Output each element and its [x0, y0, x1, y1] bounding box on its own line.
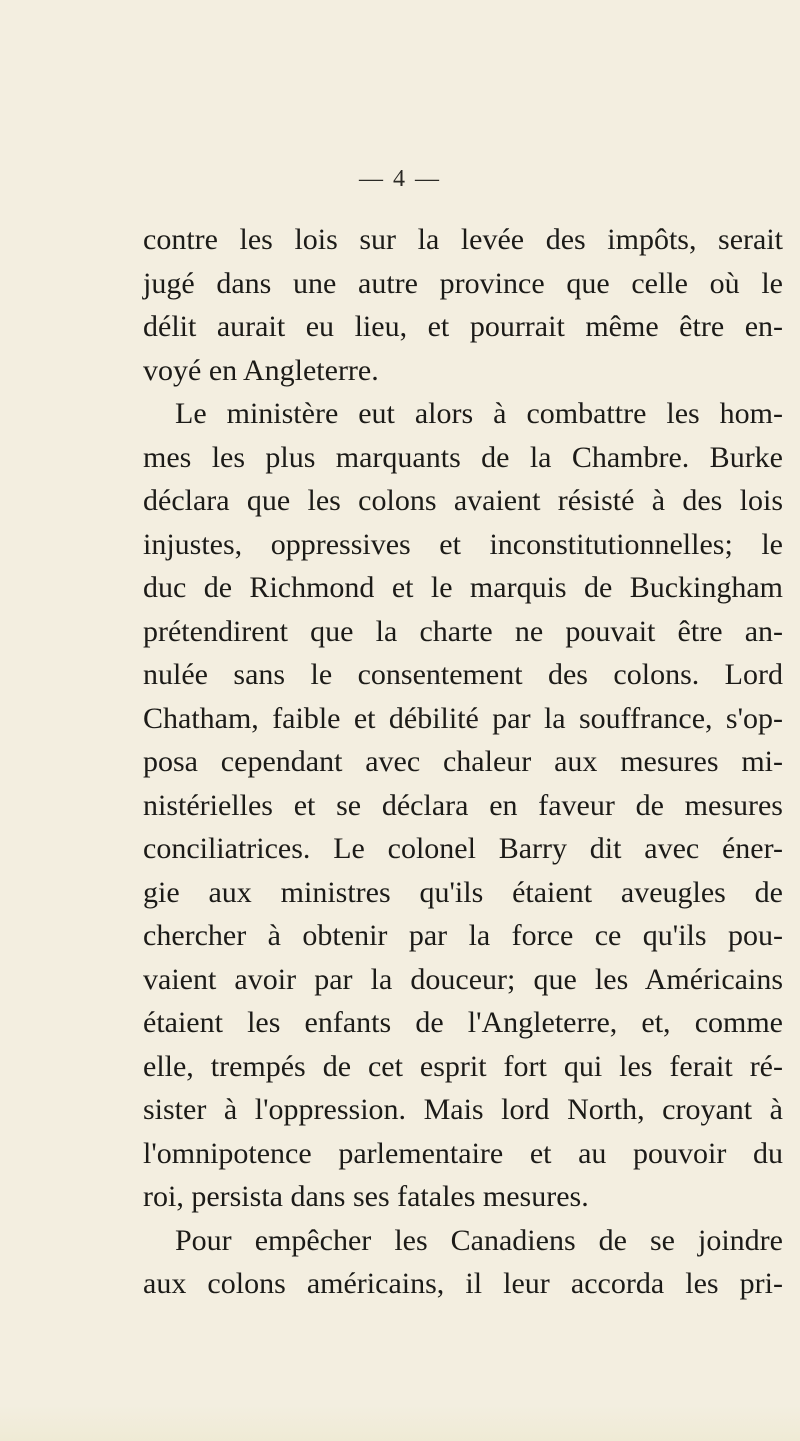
text-line: roi, persista dans ses fatales mesures. [143, 1180, 589, 1213]
paragraph-start-line: Le ministère eut alors à combattre les hom- [175, 397, 783, 430]
text-line: Chatham, faible et débilité par la souffrance, s'op- [143, 701, 783, 735]
text-line: nulée sans le consentement des colons. Lord [143, 658, 783, 691]
page-edge-shadow [0, 1405, 800, 1441]
text-line: voyé en Angleterre. [143, 353, 379, 387]
text-line: délit aurait eu lieu, et pourrait même être en- [143, 310, 783, 343]
text-line: sister à l'oppression. Mais lord North, croyant à [143, 1093, 783, 1126]
text-line: vaient avoir par la douceur; que les Américains [143, 962, 783, 996]
text-line: mes les plus marquants de la Chambre. Burke [143, 440, 783, 474]
text-line: conciliatrices. Le colonel Barry dit avec éner- [143, 832, 783, 865]
text-line: l'omnipotence parlementaire et au pouvoir du [143, 1136, 783, 1170]
text-line: elle, trempés de cet esprit fort qui les ferait ré- [143, 1049, 783, 1083]
paragraph-start-line: Pour empêcher les Canadiens de se joindre [175, 1223, 783, 1257]
text-line: posa cependant avec chaleur aux mesures mi- [143, 745, 783, 778]
text-line: jugé dans une autre province que celle où le [143, 266, 783, 300]
text-line: contre les lois sur la levée des impôts, serait [143, 223, 783, 256]
page-number: — 4 — [359, 166, 441, 192]
text-line: gie aux ministres qu'ils étaient aveugles de [143, 875, 783, 909]
text-line: déclara que les colons avaient résisté à des lois [143, 484, 783, 517]
text-line: injustes, oppressives et inconstitutionnelles; le [143, 527, 783, 561]
text-line: nistérielles et se déclara en faveur de mesures [143, 788, 783, 822]
text-line: étaient les enfants de l'Angleterre, et, comme [143, 1006, 783, 1039]
text-line: chercher à obtenir par la force ce qu'ils pou- [143, 919, 783, 952]
text-line: prétendirent que la charte ne pouvait être an- [143, 614, 783, 648]
text-line: duc de Richmond et le marquis de Buckingham [143, 571, 783, 604]
body-text [143, 218, 783, 1306]
text-line: aux colons américains, il leur accorda les pri- [143, 1267, 783, 1300]
